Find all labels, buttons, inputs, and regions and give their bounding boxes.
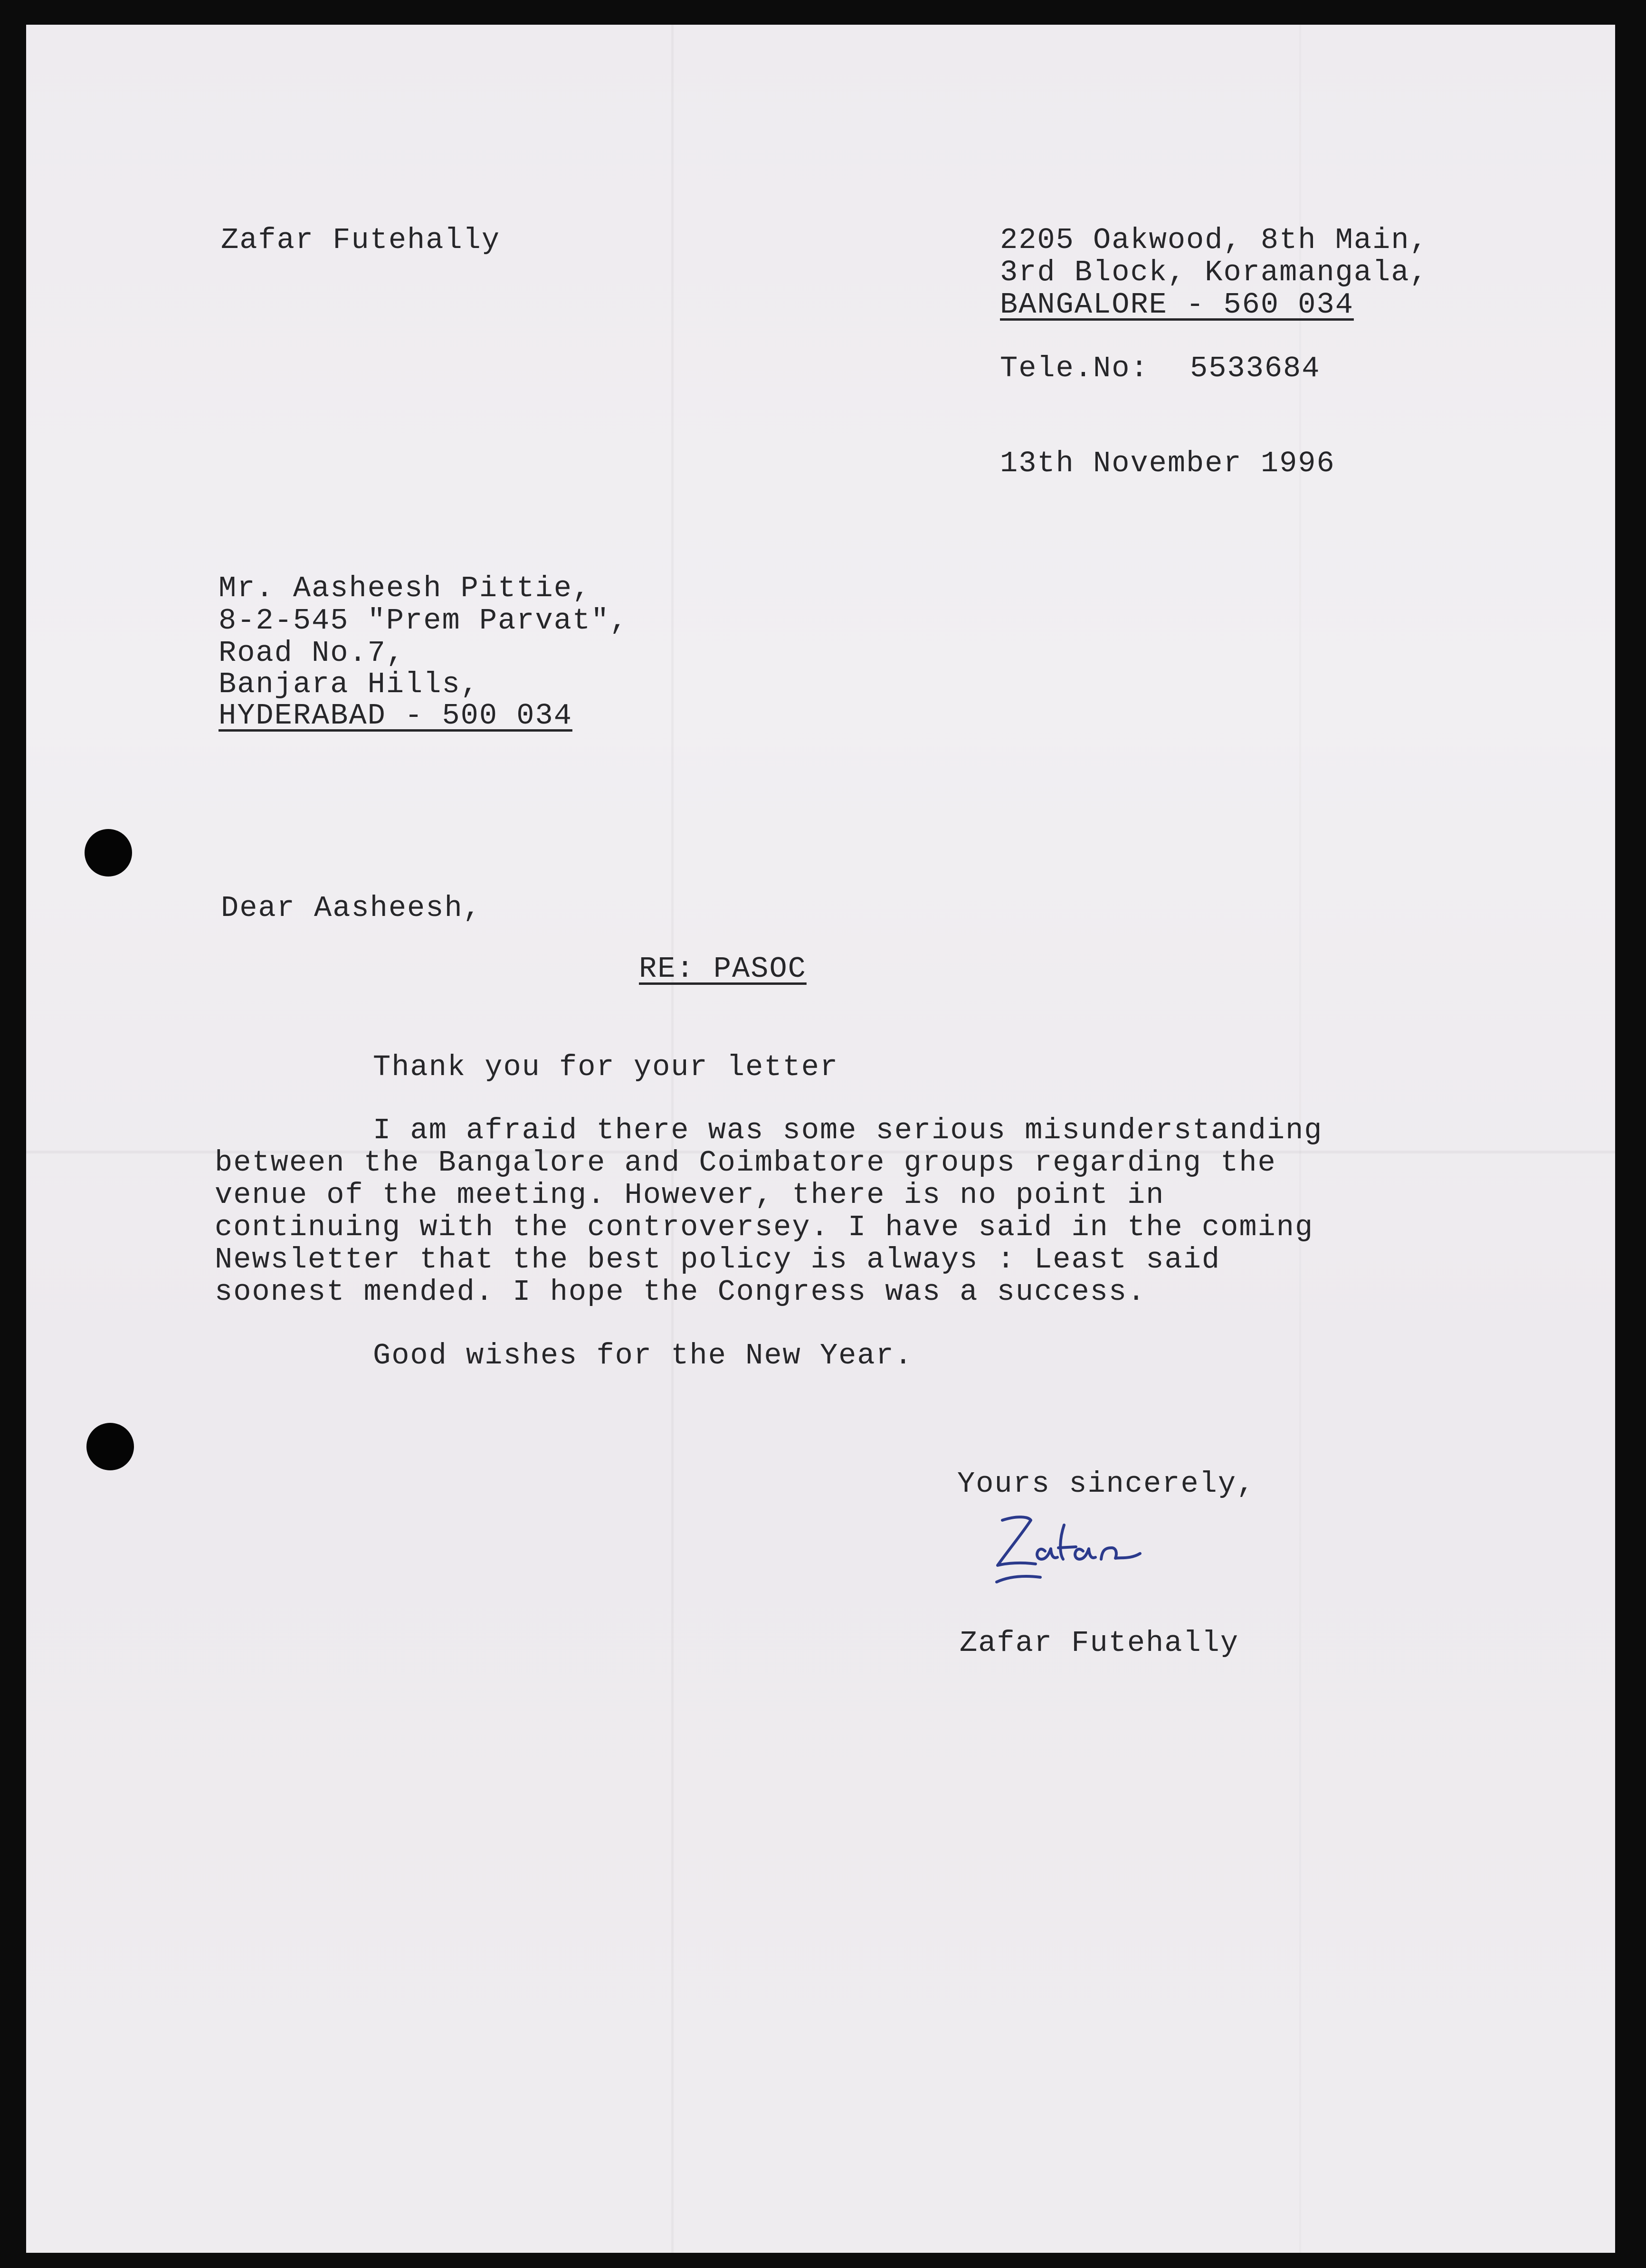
recipient-address-line-2: 8-2-545 "Prem Parvat", [219, 604, 628, 638]
punch-hole-top [85, 829, 132, 877]
letter-date: 13th November 1996 [1000, 447, 1335, 480]
telephone-label: Tele.No: [1000, 352, 1149, 385]
body-line-4: venue of the meeting. However, there is no point in [215, 1178, 1165, 1212]
body-line-1: Thank you for your letter [373, 1050, 839, 1084]
recipient-address-line-4: Banjara Hills, [219, 667, 479, 701]
recipient-address-line-3: Road No.7, [219, 636, 405, 670]
body-line-3: between the Bangalore and Coimbatore groups regarding the [215, 1146, 1276, 1180]
salutation: Dear Aasheesh, [221, 891, 482, 925]
sender-address-line-3: BANGALORE - 560 034 [1000, 288, 1354, 322]
handwritten-signature [988, 1506, 1150, 1587]
sender-address-line-2: 3rd Block, Koramangala, [1000, 256, 1428, 289]
subject-line: RE: PASOC [639, 952, 807, 986]
body-line-6: Newsletter that the best policy is always : Least said [215, 1243, 1221, 1277]
punch-hole-bottom [86, 1423, 134, 1470]
telephone-number: 5533684 [1190, 352, 1321, 385]
body-line-2: I am afraid there was some serious misunderstanding [373, 1114, 1323, 1147]
signed-name: Zafar Futehally [960, 1626, 1239, 1660]
recipient-address-line-1: Mr. Aasheesh Pittie, [219, 572, 591, 605]
closing: Yours sincerely, [957, 1467, 1256, 1501]
body-line-7: soonest mended. I hope the Congress was a success. [215, 1275, 1146, 1309]
sender-name: Zafar Futehally [221, 223, 501, 257]
body-line-5: continuing with the controversey. I have said in the coming [215, 1210, 1314, 1244]
recipient-address-line-5: HYDERABAD - 500 034 [219, 699, 572, 733]
body-line-8: Good wishes for the New Year. [373, 1339, 913, 1372]
sender-address-line-1: 2205 Oakwood, 8th Main, [1000, 223, 1428, 257]
